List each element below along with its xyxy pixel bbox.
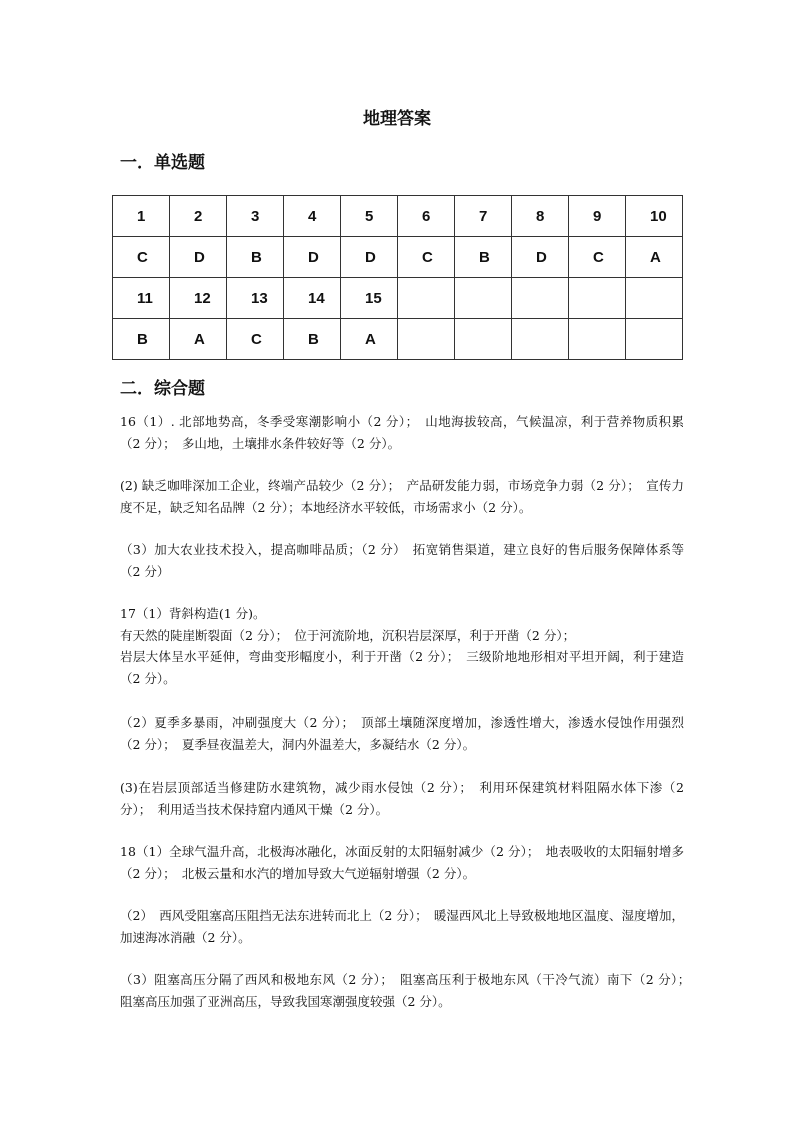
answer-paragraph: 16（1）. 北部地势高，冬季受寒潮影响小（2 分）； 山地海拔较高，气候温凉，利于营养物质积累（2 分）； 多山地，土壤排水条件较好等（2 分）。 <box>120 414 684 451</box>
question-number-cell: 9 <box>569 196 626 237</box>
answer-table-row <box>113 278 683 319</box>
answer-paragraph: （2） 西风受阻塞高压阻挡无法东进转而北上（2 分）； 暖湿西风北上导致极地地区温度、湿度增加，加速海冰消融（2 分）。 <box>120 908 684 945</box>
question-number-cell <box>626 278 683 319</box>
answer-paragraph: （3）阻塞高压分隔了西风和极地东风（2 分）； 阻塞高压利于极地东风（干冷气流）南下（2 分）； 阻塞高压加强了亚洲高压，导致我国寒潮强度较强（2 分）。 <box>120 972 697 1009</box>
question-number-cell: 3 <box>227 196 284 237</box>
question-number-cell: 5 <box>341 196 398 237</box>
question-number-cell: 14 <box>284 278 341 319</box>
answer-cell <box>398 319 455 360</box>
answer-cell: C <box>569 237 626 278</box>
answer-table-row <box>113 319 683 360</box>
answer-paragraph: (3)在岩层顶部适当修建防水建筑物，减少雨水侵蚀（2 分）； 利用环保建筑材料阻隔水体下渗（2 分）； 利用适当技术保持窟内通风干燥（2 分）。 <box>120 780 684 817</box>
answer-cell: D <box>170 237 227 278</box>
answer-table-row <box>113 196 683 237</box>
question-number-cell: 2 <box>170 196 227 237</box>
answer-cell: A <box>170 319 227 360</box>
question-number-cell: 15 <box>341 278 398 319</box>
answer-table-row <box>113 237 683 278</box>
answer-paragraph: 17（1）背斜构造(1 分)。 有天然的陡崖断裂面（2 分）； 位于河流阶地，沉积岩层深厚，利于开凿（2 分）； 岩层大体呈水平延伸，弯曲变形幅度小，利于开凿（2 分）； 三级阶地地形相对平坦开阔，利于建造（2 分）。 <box>120 606 684 686</box>
answer-cell: C <box>398 237 455 278</box>
question-number-cell <box>398 278 455 319</box>
question-number-cell: 4 <box>284 196 341 237</box>
answer-cell: B <box>227 237 284 278</box>
answer-cell: A <box>626 237 683 278</box>
answer-table <box>112 195 683 360</box>
answer-paragraph: 18（1）全球气温升高，北极海冰融化，冰面反射的太阳辐射减少（2 分）； 地表吸收的太阳辐射增多（2 分）； 北极云量和水汽的增加导致大气逆辐射增强（2 分）。 <box>120 844 684 881</box>
answer-cell: A <box>341 319 398 360</box>
question-number-cell: 12 <box>170 278 227 319</box>
question-number-cell: 10 <box>626 196 683 237</box>
question-number-cell <box>512 278 569 319</box>
question-number-cell: 7 <box>455 196 512 237</box>
question-number-cell <box>569 278 626 319</box>
question-number-cell <box>455 278 512 319</box>
answer-cell: B <box>284 319 341 360</box>
answer-cell: C <box>227 319 284 360</box>
section-heading-single-choice: 一．单选题 <box>120 153 205 173</box>
answer-paragraph: （3）加大农业技术投入，提高咖啡品质；（2 分） 拓宽销售渠道，建立良好的售后服务保障体系等（2 分） <box>120 542 684 579</box>
answer-paragraph: （2）夏季多暴雨，冲刷强度大（2 分）； 顶部土壤随深度增加，渗透性增大，渗透水侵蚀作用强烈（2 分）； 夏季昼夜温差大，洞内外温差大，多凝结水（2 分）。 <box>120 715 684 752</box>
answer-cell <box>512 319 569 360</box>
answer-cell: B <box>455 237 512 278</box>
answer-cell <box>626 319 683 360</box>
answer-cell: C <box>113 237 170 278</box>
section-heading-comprehensive: 二．综合题 <box>120 379 205 399</box>
question-number-cell: 6 <box>398 196 455 237</box>
answer-cell: D <box>512 237 569 278</box>
question-number-cell: 13 <box>227 278 284 319</box>
question-number-cell: 1 <box>113 196 170 237</box>
answer-cell <box>569 319 626 360</box>
question-number-cell: 11 <box>113 278 170 319</box>
answer-cell: D <box>284 237 341 278</box>
answer-cell: D <box>341 237 398 278</box>
question-number-cell: 8 <box>512 196 569 237</box>
answer-paragraph: (2) 缺乏咖啡深加工企业，终端产品较少（2 分）； 产品研发能力弱，市场竞争力弱（2 分）； 宣传力度不足，缺乏知名品牌（2 分）；本地经济水平较低，市场需求小（2 分）。 <box>120 478 684 515</box>
answer-cell <box>455 319 512 360</box>
page-title: 地理答案 <box>363 109 431 129</box>
answer-cell: B <box>113 319 170 360</box>
